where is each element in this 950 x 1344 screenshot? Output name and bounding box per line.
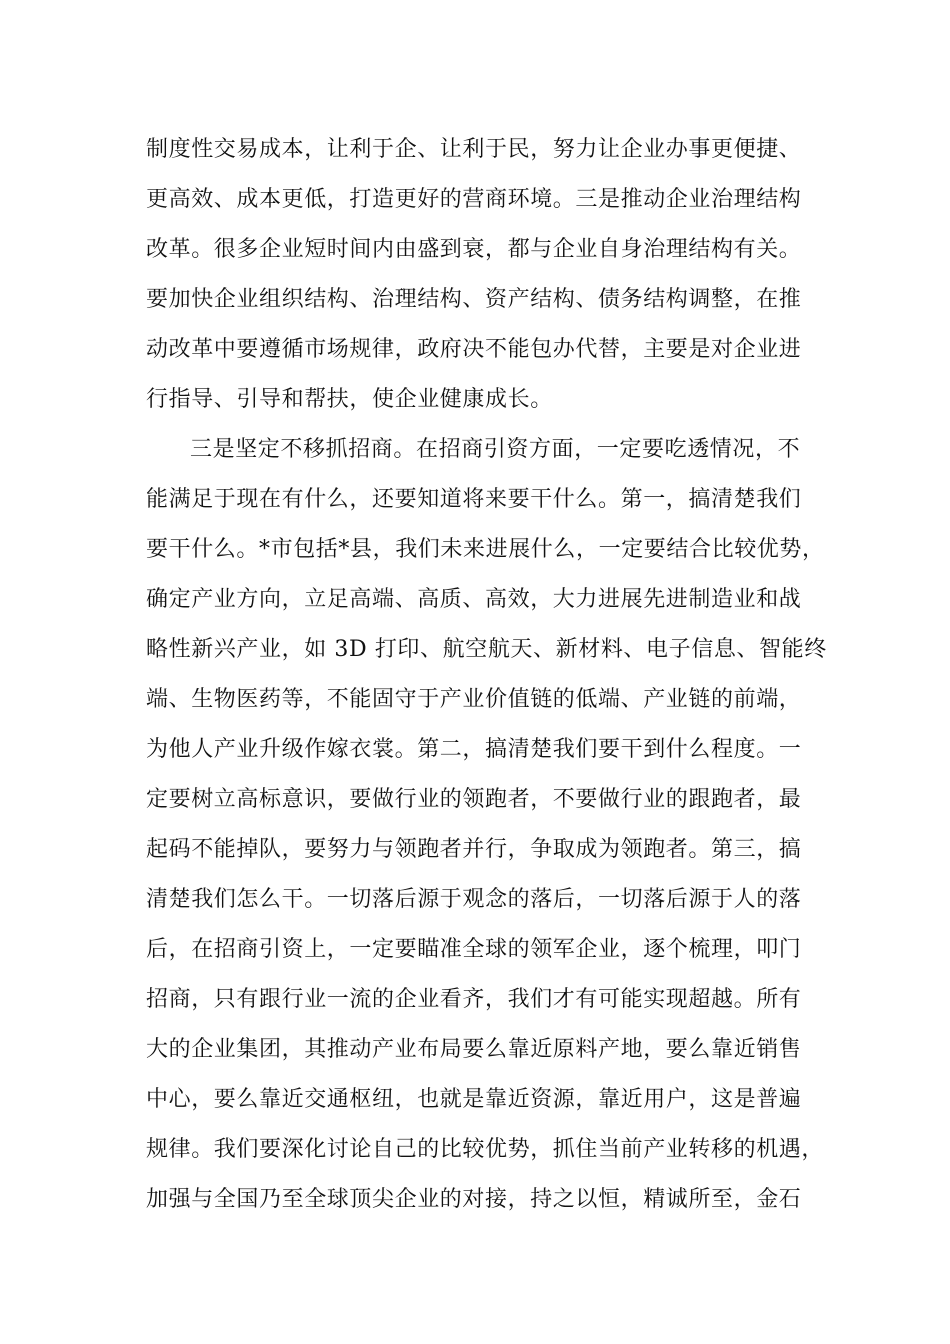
paragraph-first-line: 三是坚定不移抓招商。在招商引资方面，一定要吃透情况，不 [190,437,801,462]
text-line: 大的企业集团，其推动产业布局要么靠近原料产地，要么靠近销售 [146,1037,802,1062]
text-line: 行指导、引导和帮扶，使企业健康成长。 [146,387,553,412]
text-line: 招商，只有跟行业一流的企业看齐，我们才有可能实现超越。所有 [146,987,802,1012]
text-line: 起码不能掉队，要努力与领跑者并行，争取成为领跑者。第三，搞 [146,837,802,862]
text-line: 后，在招商引资上，一定要瞄准全球的领军企业，逐个梳理，叩门 [146,937,802,962]
text-line: 中心，要么靠近交通枢纽，也就是靠近资源，靠近用户，这是普遍 [146,1087,802,1112]
text-line: 清楚我们怎么干。一切落后源于观念的落后，一切落后源于人的落 [146,887,802,912]
text-line: 要干什么。*市包括*县，我们未来进展什么，一定要结合比较优势， [146,537,825,562]
text-line: 端、生物医药等，不能固守于产业价值链的低端、产业链的前端， [146,687,802,712]
text-line: 制度性交易成本，让利于企、让利于民，努力让企业办事更便捷、 [146,137,802,162]
text-line: 规律。我们要深化讨论自己的比较优势，抓住当前产业转移的机遇， [146,1137,825,1162]
text-line: 能满足于现在有什么，还要知道将来要干什么。第一，搞清楚我们 [146,487,802,512]
text-line: 略性新兴产业，如 3D 打印、航空航天、新材料、电子信息、智能终 [146,637,827,662]
text-line: 动改革中要遵循市场规律，政府决不能包办代替，主要是对企业进 [146,337,802,362]
text-line: 定要树立高标意识，要做行业的领跑者，不要做行业的跟跑者，最 [146,787,802,812]
text-line: 为他人产业升级作嫁衣裳。第二，搞清楚我们要干到什么程度。一 [146,737,802,762]
text-line: 确定产业方向，立足高端、高质、高效，大力进展先进制造业和战 [146,587,802,612]
text-line: 改革。很多企业短时间内由盛到衰，都与企业自身治理结构有关。 [146,237,802,262]
text-line: 加强与全国乃至全球顶尖企业的对接，持之以恒，精诚所至，金石 [146,1187,802,1212]
text-line: 更高效、成本更低，打造更好的营商环境。三是推动企业治理结构 [146,187,802,212]
text-line: 要加快企业组织结构、治理结构、资产结构、债务结构调整，在推 [146,287,802,312]
